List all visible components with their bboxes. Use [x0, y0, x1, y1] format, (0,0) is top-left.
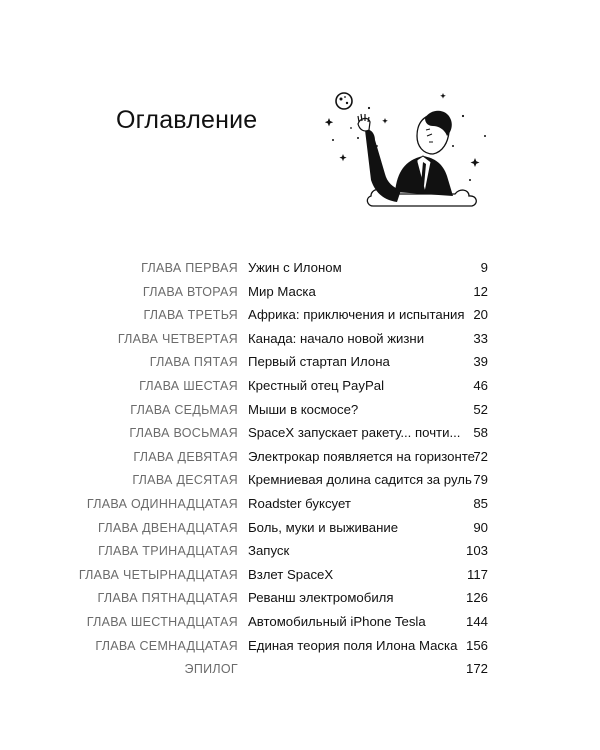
chapter-page-number: 156: [465, 637, 488, 653]
chapter-title: Запуск: [248, 543, 290, 559]
chapter-page-number: 72: [473, 448, 488, 464]
chapter-title: Ужин с Илоном: [248, 260, 342, 275]
chapter-label: ГЛАВА ШЕСТАЯ: [139, 378, 238, 393]
chapter-label: ГЛАВА ОДИННАДЦАТАЯ: [86, 496, 238, 511]
table-row: [0, 280, 600, 304]
chapter-page-number: 79: [473, 472, 488, 488]
chapter-title: SpaceX запускает ракету... почти...: [248, 425, 461, 441]
table-row: [0, 516, 600, 540]
table-row: [0, 468, 600, 492]
chapter-label: ГЛАВА ВТОРАЯ: [142, 284, 238, 299]
chapter-page-number: 117: [466, 566, 488, 582]
chapter-title: Крестный отец PayPal: [248, 377, 385, 393]
chapter-page-number: 90: [473, 519, 488, 535]
table-row: [0, 256, 600, 280]
chapter-page-number: 126: [465, 590, 488, 606]
chapter-title: Взлет SpaceX: [248, 566, 334, 582]
moon-icon: [336, 93, 352, 109]
chapter-label: ГЛАВА ДЕСЯТАЯ: [132, 473, 238, 488]
chapter-page-number: 39: [473, 354, 488, 370]
table-row: [0, 563, 600, 587]
chapter-title: Первый стартап Илона: [248, 354, 390, 370]
chapter-label: ГЛАВА ШЕСТНАДЦАТАЯ: [86, 614, 238, 629]
page-title: Оглавление: [116, 106, 258, 134]
table-row: [0, 445, 600, 469]
chapter-label: ГЛАВА ЧЕТВЕРТАЯ: [117, 331, 238, 346]
chapter-title: Кремниевая долина садится за руль: [248, 472, 472, 488]
table-of-contents: [0, 256, 600, 681]
chapter-page-number: 9: [480, 260, 488, 275]
table-row: [0, 657, 600, 681]
chapter-title: Африка: приключения и испытания: [248, 307, 465, 323]
chapter-title: Электрокар появляется на горизонте: [248, 448, 476, 464]
chapter-page-number: 52: [473, 401, 488, 417]
chapter-page-number: 46: [473, 377, 488, 393]
table-row: [0, 634, 600, 658]
table-row: [0, 374, 600, 398]
chapter-label: ГЛАВА ТРИНАДЦАТАЯ: [98, 544, 238, 559]
chapter-page-number: 85: [473, 495, 488, 511]
chapter-label: ГЛАВА ЧЕТЫРНАДЦАТАЯ: [78, 567, 238, 582]
chapter-label: ГЛАВА ПЯТНАДЦАТАЯ: [97, 591, 238, 606]
man-reaching-for-moon-icon: [325, 88, 495, 218]
chapter-title: Roadster буксует: [248, 495, 351, 511]
chapter-page-number: 33: [473, 330, 488, 346]
table-row: [0, 610, 600, 634]
chapter-label: ГЛАВА ПЕРВАЯ: [141, 261, 238, 275]
chapter-page-number: 58: [473, 425, 488, 441]
chapter-title: Канада: начало новой жизни: [248, 330, 425, 346]
chapter-page-number: 172: [465, 661, 488, 677]
chapter-title: Мир Маска: [248, 283, 316, 299]
chapter-label: ГЛАВА СЕДЬМАЯ: [130, 402, 238, 417]
chapter-title: Мыши в космосе?: [248, 401, 359, 417]
chapter-label: ГЛАВА ДЕВЯТАЯ: [133, 449, 238, 464]
chapter-title: Автомобильный iPhone Tesla: [248, 613, 426, 629]
table-row: [0, 327, 600, 351]
table-row: [0, 303, 600, 327]
chapter-label: ГЛАВА СЕМНАДЦАТАЯ: [95, 638, 238, 653]
chapter-label: ГЛАВА ДВЕНАДЦАТАЯ: [97, 520, 238, 535]
head-icon: [417, 111, 452, 154]
chapter-page-number: 144: [465, 613, 488, 629]
chapter-title: Боль, муки и выживание: [248, 519, 399, 535]
chapter-label: ГЛАВА ПЯТАЯ: [149, 355, 238, 370]
table-row: [0, 492, 600, 516]
chapter-label: ГЛАВА ТРЕТЬЯ: [143, 308, 238, 323]
table-row: [0, 398, 600, 422]
chapter-page-number: 103: [465, 543, 488, 559]
chapter-title: Единая теория поля Илона Маска: [248, 637, 458, 653]
table-row: [0, 539, 600, 563]
chapter-label: ЭПИЛОГ: [184, 662, 238, 677]
chapter-label: ГЛАВА ВОСЬМАЯ: [129, 426, 238, 441]
chapter-page-number: 20: [473, 307, 488, 323]
chapter-page-number: 12: [473, 283, 488, 299]
table-row: [0, 421, 600, 445]
table-row: [0, 586, 600, 610]
table-row: [0, 350, 600, 374]
chapter-title: Реванш электромобиля: [248, 590, 394, 606]
